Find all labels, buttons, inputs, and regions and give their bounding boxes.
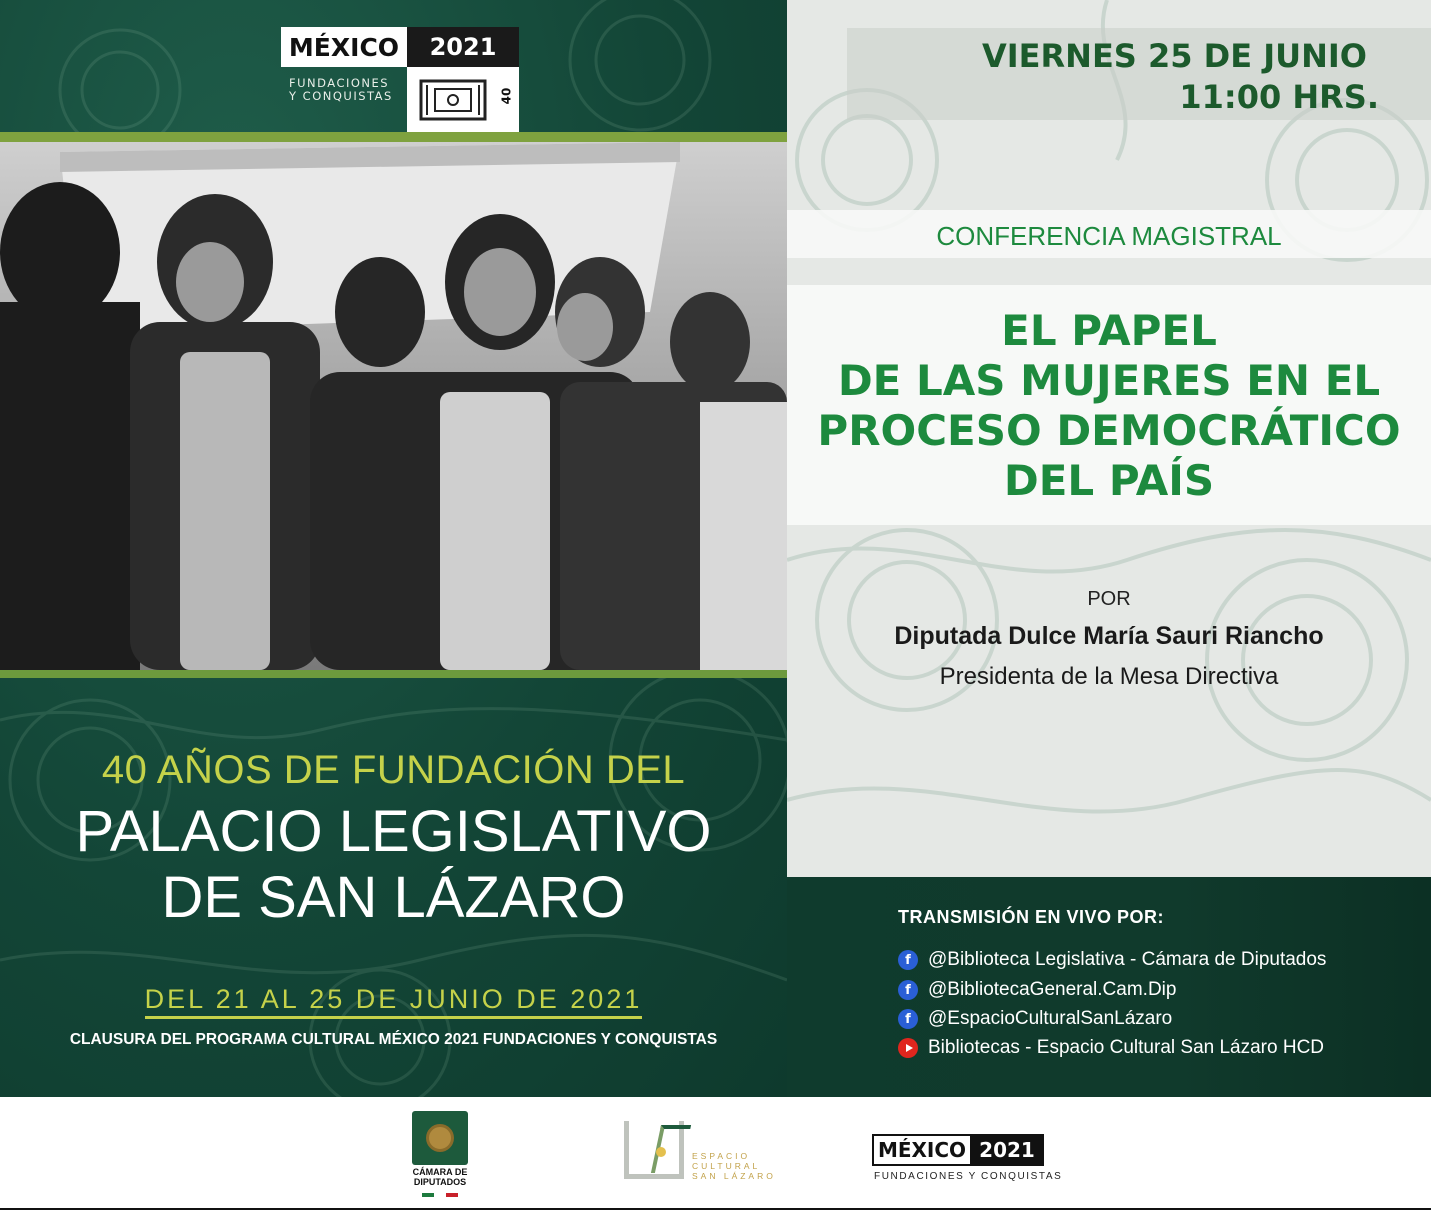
anniversary-line-3: DE SAN LÁZARO (161, 865, 626, 930)
camara-name-line1: CÁMARA DE (412, 1167, 468, 1177)
stream-link-facebook-espacio-cultural[interactable] (898, 1007, 1172, 1031)
live-stream-panel (787, 877, 1431, 1097)
left-panel (0, 0, 787, 1097)
badge-number: 40 (499, 87, 514, 105)
facebook-icon: f (898, 980, 918, 1000)
palacio-emblem (407, 67, 519, 134)
anniversary-line-2: PALACIO LEGISLATIVO (75, 799, 712, 864)
mexico-2021-logo (281, 27, 519, 107)
camara-name-line2: DIPUTADOS (413, 1177, 467, 1187)
historic-photo-women-march (0, 142, 787, 670)
stream-link-text: @Biblioteca Legislativa - Cámara de Diputados (928, 949, 1327, 970)
speaker-role: Presidenta de la Mesa Directiva (939, 663, 1279, 690)
mexico-2021-footer-logo (872, 1134, 1063, 1184)
conference-title (787, 306, 1431, 506)
flag-stripe (422, 1193, 458, 1197)
event-date-range (0, 984, 787, 1019)
espacio-dot-icon (656, 1147, 666, 1157)
footer-bottom-rule (0, 1208, 1431, 1210)
footer-logo-subtitle: FUNDACIONES Y CONQUISTAS (874, 1171, 1063, 1182)
anniversary-line-1: 40 AÑOS DE FUNDACIÓN DEL (101, 748, 686, 792)
event-date: VIERNES 25 DE JUNIO (981, 37, 1367, 75)
logo-subtitle (289, 77, 409, 103)
espacio-text-line3: SAN LÁZARO (692, 1171, 776, 1181)
stream-link-text: @EspacioCulturalSanLázaro (928, 1008, 1173, 1029)
title-line-1: EL PAPEL (1001, 306, 1217, 355)
espacio-text (692, 1151, 776, 1181)
title-line-4: DEL PAÍS (1003, 456, 1215, 505)
facebook-icon: f (898, 1009, 918, 1029)
stream-link-text: @BibliotecaGeneral.Cam.Dip (928, 979, 1177, 1000)
logo-subtitle-line2: Y CONQUISTAS (289, 89, 393, 103)
date-range-text: DEL 21 AL 25 DE JUNIO DE 2021 (145, 984, 643, 1019)
speaker-name: Diputada Dulce María Sauri Riancho (894, 622, 1324, 650)
stream-link-facebook-biblioteca-general[interactable] (898, 978, 1176, 1002)
stream-title: TRANSMISIÓN EN VIVO POR: (898, 907, 1165, 927)
espacio-text-line2: CULTURAL (692, 1161, 761, 1171)
logo-year: 2021 (407, 27, 519, 67)
conference-type: CONFERENCIA MAGISTRAL (936, 221, 1282, 251)
youtube-icon (898, 1038, 918, 1058)
right-panel (787, 0, 1431, 877)
stream-link-facebook-biblioteca-legislativa[interactable] (898, 948, 1326, 972)
stream-link-youtube-bibliotecas[interactable] (898, 1036, 1324, 1060)
closing-program-text: CLAUSURA DEL PROGRAMA CULTURAL MÉXICO 2021 FUNDACIONES Y CONQUISTAS (69, 1031, 718, 1048)
espacio-text-line1: ESPACIO (692, 1151, 751, 1161)
camara-seal-icon (412, 1111, 468, 1165)
logo-word: MÉXICO (281, 27, 407, 67)
title-line-3: PROCESO DEMOCRÁTICO (817, 406, 1401, 455)
footer-logo-word: MÉXICO (872, 1134, 972, 1166)
camara-de-diputados-logo (408, 1111, 472, 1201)
espacio-cultural-san-lazaro-logo (620, 1117, 780, 1189)
photo-accent-stripe (0, 670, 787, 678)
top-accent-stripe (0, 132, 787, 142)
title-line-2: DE LAS MUJERES EN EL (837, 356, 1381, 405)
footer-logo-year: 2021 (970, 1134, 1044, 1166)
event-time: 11:00 HRS. (1179, 78, 1379, 116)
by-label: POR (1087, 588, 1131, 610)
facebook-icon: f (898, 950, 918, 970)
logo-subtitle-line1: FUNDACIONES (289, 76, 390, 90)
footer-logos (0, 1097, 1431, 1213)
photo-illustration (0, 142, 787, 670)
camara-name (408, 1167, 472, 1187)
stream-link-text: Bibliotecas - Espacio Cultural San Lázaro HCD (928, 1037, 1325, 1058)
